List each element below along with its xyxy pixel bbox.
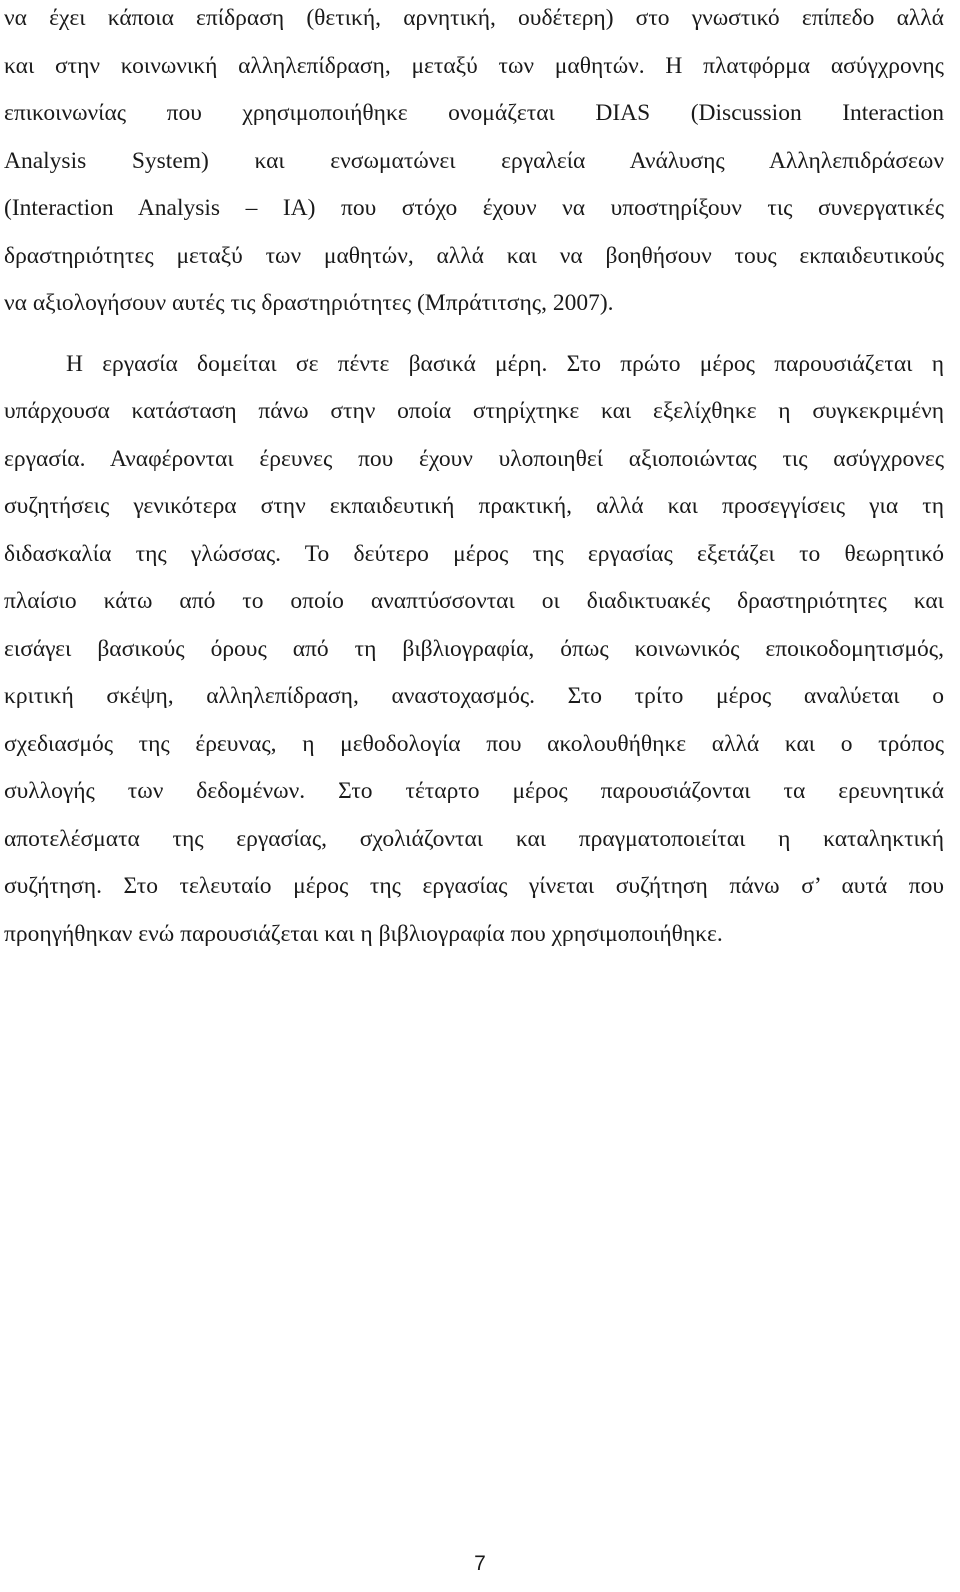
text-line: Analysis System) και ενσωματώνει εργαλεία Ανάλυσης Αλληλεπιδράσεων [4,147,944,174]
text-line: πλαίσιο κάτω από το οποίο αναπτύσσονται οι διαδικτυακές δραστηριότητες και [4,588,944,614]
paragraph-spacing [4,333,944,346]
page-number: 7 [474,1552,486,1575]
text-line: συλλογής των δεδομένων. Στο τέταρτο μέρος παρουσιάζονται τα ερευνητικά [4,778,944,804]
text-line: διδασκαλία της γλώσσας. Το δεύτερο μέρος της εργασίας εξετάζει το θεωρητικό [4,540,944,567]
text-line: αποτελέσματα της εργασίας, σχολιάζονται και πραγματοποιείται η καταληκτική [4,825,944,852]
text-line: προηγήθηκαν ενώ παρουσιάζεται και η βιβλιογραφία που χρησιμοποιήθηκε. [4,920,723,947]
text-line: υπάρχουσα κατάσταση πάνω στην οποία στηρίχτηκε και εξελίχθηκε η συγκεκριμένη [4,398,944,424]
text-line: δραστηριότητες μεταξύ των μαθητών, αλλά και να βοηθήσουν τους εκπαιδευτικούς [4,242,944,269]
paragraph-dias-platform [4,0,944,333]
text-line: συζήτηση. Στο τελευταίο μέρος της εργασίας γίνεται συζήτηση πάνω σ’ αυτά που [4,873,944,899]
text-line: εργασία. Αναφέρονται έρευνες που έχουν υλοποιηθεί αξιοποιώντας τις ασύγχρονες [4,445,944,472]
text-line: Η εργασία δομείται σε πέντε βασικά μέρη. Στο πρώτο μέρος παρουσιάζεται η [66,350,944,377]
text-line: να έχει κάποια επίδραση (θετική, αρνητική, ουδέτερη) στο γνωστικό επίπεδο αλλά [4,5,944,31]
text-line: επικοινωνίας που χρησιμοποιήθηκε ονομάζεται DIAS (Discussion Interaction [4,100,944,126]
text-line: εισάγει βασικούς όρους από τη βιβλιογραφία, όπως κοινωνικός εποικοδομητισμός, [4,635,944,662]
text-line: και στην κοινωνική αλληλεπίδραση, μεταξύ των μαθητών. Η πλατφόρμα ασύγχρονης [4,52,944,79]
paragraph-structure-of-thesis [4,346,944,964]
text-line: (Interaction Analysis – IA) που στόχο έχουν να υποστηρίξουν τις συνεργατικές [4,195,944,221]
text-line: κριτική σκέψη, αλληλεπίδραση, αναστοχασμός. Στο τρίτο μέρος αναλύεται ο [4,683,944,709]
text-line: να αξιολογήσουν αυτές τις δραστηριότητες (Μπράτιτσης, 2007). [4,290,614,316]
document-page [4,0,944,963]
text-line: συζητήσεις γενικότερα στην εκπαιδευτική πρακτική, αλλά και προσεγγίσεις για τη [4,493,944,519]
text-line: σχεδιασμός της έρευνας, η μεθοδολογία που ακολουθήθηκε αλλά και ο τρόπος [4,730,944,757]
